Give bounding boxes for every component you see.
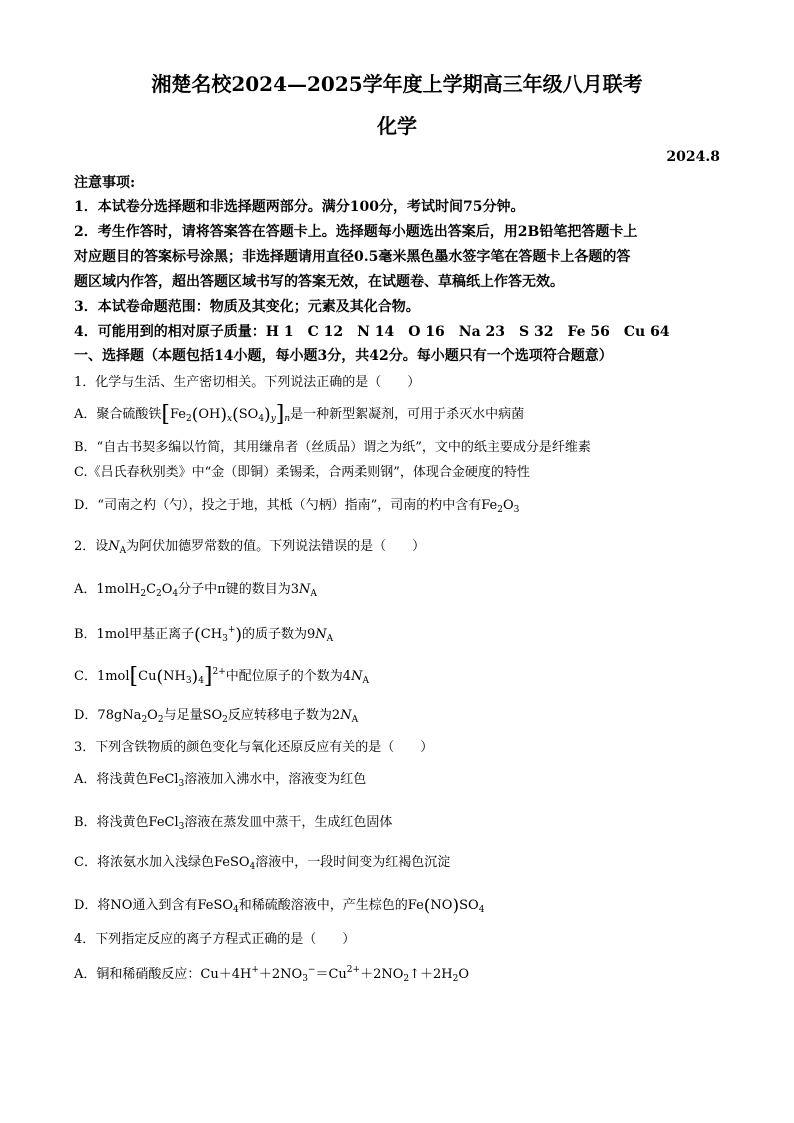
exam-title: 湘楚名校2024—2025学年度上学期高三年级八月联考: [151, 72, 643, 96]
q2-b-prefix: B．1mol甲基正离子: [74, 627, 195, 642]
note-2-line-1: 2．考生作答时，请将答案答在答题卡上。选择题每小题选出答案后，用2B铅笔把答题卡上: [74, 224, 638, 240]
q3-d-mid: 和稀硫酸溶液中，产生棕色的Fe: [238, 898, 424, 913]
q2-a-prefix: A．1mol: [74, 582, 129, 597]
q2-d-mid: 与足量: [163, 708, 203, 723]
q1-option-a: A．聚合硫酸铁$[Fe_2(OH)_x(SO_4)_y]_n$是一种新型絮凝剂，可用于杀灭水中病菌: [74, 402, 525, 427]
q1-stem: 1．化学与生活、生产密切相关。下列说法正确的是（ ）: [74, 375, 421, 390]
note-4: 4．可能用到的相对原子质量：H 1 C 12 N 14 O 16 Na 23 S 32 Fe 56 Cu 64: [74, 324, 670, 340]
q3-b-prefix: B．将浅黄色FeCl: [74, 815, 179, 830]
q4-option-a: A．铜和稀硝酸反应：$Cu+4H^++2NO_3^-=Cu^{2+}+2NO_2↑+2H_2O$: [74, 965, 470, 984]
q4-a-mid2: ＝Cu: [315, 967, 347, 982]
notes-heading: 注意事项:: [74, 175, 136, 191]
q4-a-mid1: ＋2NO: [258, 967, 303, 982]
q1-d-mid: O: [502, 498, 514, 513]
q3-a-suffix: 溶液加入沸水中，溶液变为红色: [184, 772, 367, 787]
q3-b-suffix: 溶液在蒸发皿中蒸干，生成红色固体: [184, 815, 393, 830]
q3-d-suffix: SO: [459, 898, 479, 913]
q3-stem: 3．下列含铁物质的颜色变化与氧化还原反应有关的是（ ）: [74, 740, 434, 755]
q2-option-a: A．$1molH_2C_2O_4$分子中π键的数目为$3N_A$: [74, 582, 317, 599]
q1-d-prefix: D．“司南之杓（勺），投之于地，其柢（勺柄）指南”，司南的杓中含有Fe: [74, 498, 498, 513]
q1-option-d: [74, 499, 519, 515]
q2-option-c: C．$1mol[Cu(NH_3)_4]^{2+}$中配位原子的个数为$4N_A$: [74, 664, 369, 689]
q2-d-prefix: D．78g: [74, 708, 123, 723]
exam-date: 2024.8: [666, 149, 720, 165]
q1-option-c: C.《吕氏春秋别类》中“金（即铜）柔锡柔，合两柔则钢”，体现合金硬度的特性: [74, 465, 530, 480]
q2-c-prefix: C．1mol: [74, 669, 130, 684]
q4-a-mid3: ＋2NO: [360, 967, 404, 982]
q4-a-suffix: ↑＋2H: [409, 967, 453, 982]
q1-a-prefix: A．聚合硫酸铁: [74, 407, 162, 422]
q2-stem: 2．设$N_A$为阿伏加德罗常数的值。下列说法错误的是（ ）: [74, 539, 426, 556]
q2-a-suffix: 分子中π键的数目为3: [178, 582, 299, 597]
q3-option-b: B．将浅黄色FeCl$_3$溶液在蒸发皿中蒸干，生成红色固体: [74, 815, 393, 832]
q2-option-b: B．1mol甲基正离子$(CH_3^+)$的质子数为$9N_A$: [74, 625, 334, 645]
q2-option-d: D．$78gNa_2O_2$与足量$SO_2$反应转移电子数为$2N_A$: [74, 708, 359, 725]
q2-stem-suffix: 为阿伏加德罗常数的值。下列说法错误的是（ ）: [126, 539, 426, 554]
q2-b-suffix: 的质子数为9: [242, 627, 316, 642]
q3-c-prefix: C．将浓氨水加入浅绿色FeSO: [74, 855, 250, 870]
q3-a-prefix: A．将浅黄色FeCl: [74, 772, 179, 787]
q1-a-suffix: 是一种新型絮凝剂，可用于杀灭水中病菌: [290, 407, 525, 422]
q2-c-suffix: 中配位原子的个数为4: [225, 669, 352, 684]
q1-option-b: B．“自古书契多编以竹简，其用缣帛者（丝质品）谓之为纸”，文中的纸主要成分是纤维素: [74, 440, 591, 455]
q1-d-sub1: 2: [497, 505, 503, 515]
note-2-line-3: 题区域内作答，超出答题区域书写的答案无效，在试题卷、草稿纸上作答无效。: [74, 274, 564, 290]
note-1: 1．本试卷分选择题和非选择题两部分。满分100分，考试时间75分钟。: [74, 199, 525, 215]
note-2-line-2: 对应题目的答案标号涂黑；非选择题请用直径0.5毫米黑色墨水签字笔在答题卡上各题的答: [74, 249, 631, 265]
section-heading: 一、选择题（本题包括14小题，每小题3分，共42分。每小题只有一个选项符合题意）: [74, 348, 613, 364]
q3-option-a: A．将浅黄色FeCl$_3$溶液加入沸水中，溶液变为红色: [74, 772, 367, 789]
q2-stem-prefix: 2．设: [74, 539, 109, 554]
q3-option-d: D．将NO通入到含有FeSO$_4$和稀硫酸溶液中，产生棕色的$Fe(NO)SO_4$: [74, 896, 485, 916]
q3-option-c: C．将浓氨水加入浅绿色FeSO$_4$溶液中，一段时间变为红褐色沉淀: [74, 855, 451, 872]
q4-stem: 4．下列指定反应的离子方程式正确的是（ ）: [74, 932, 356, 947]
subject-title: 化学: [377, 114, 417, 138]
q1-d-sub2: 3: [513, 505, 520, 515]
q2-d-suffix: 反应转移电子数为2: [227, 708, 341, 723]
note-3: 3．本试卷命题范围：物质及其变化；元素及其化合物。: [74, 299, 420, 315]
q3-d-prefix: D．将NO通入到含有FeSO: [74, 898, 234, 913]
q3-c-suffix: 溶液中，一段时间变为红褐色沉淀: [255, 855, 451, 870]
q4-a-prefix: A．铜和稀硝酸反应：Cu＋4H: [74, 967, 252, 982]
